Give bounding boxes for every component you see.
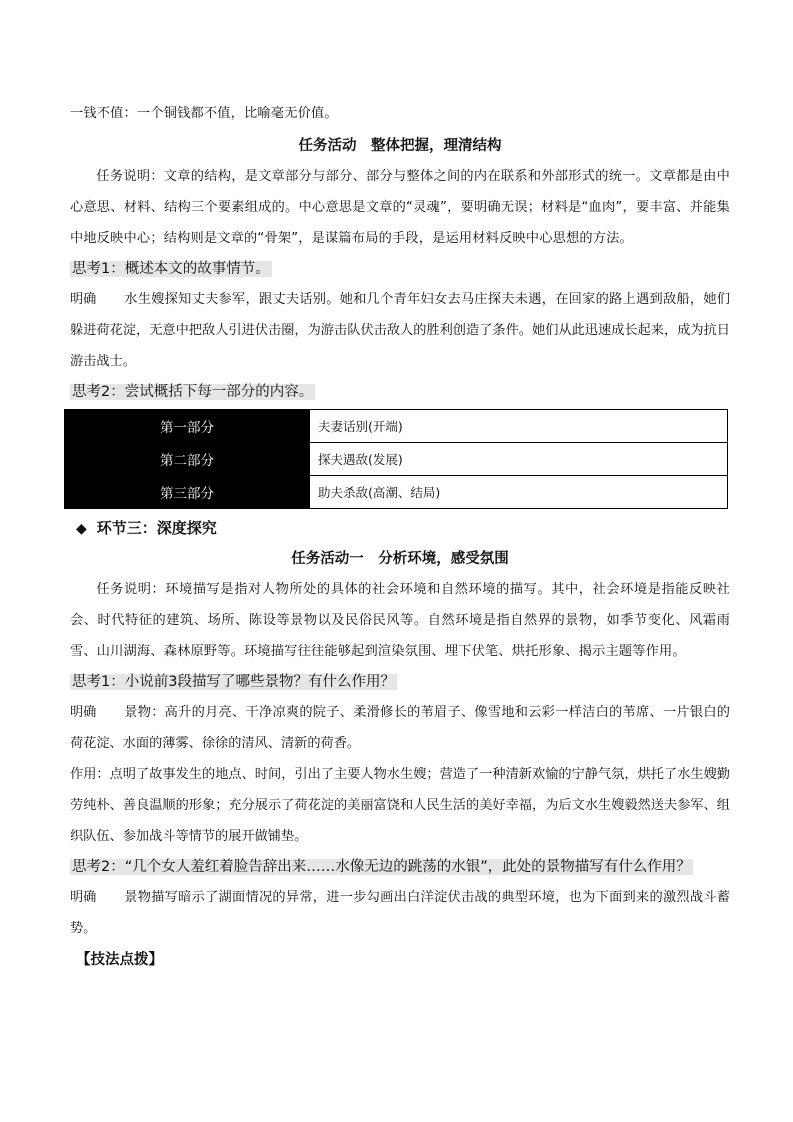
table-row xyxy=(65,476,728,509)
task-description-environment: 任务说明：环境描写是指对人物所处的具体的社会环境和自然环境的描写。其中，社会环境是指能反映社会、时代特征的建筑、场所、陈设等景物以及民俗民风等。自然环境是指自然界的景物，如季节变化、风霜雨雪、山川湖海、森林原野等。环境描写往往能够起到渲染氛围、埋下伏笔、烘托形象、揭示主题等作用。 xyxy=(70,582,730,659)
table-row xyxy=(65,443,728,476)
answer-label: 明确 xyxy=(70,890,97,905)
answer-scenery-text: 景物：高升的月亮、干净凉爽的院子、柔滑修长的苇眉子、像雪地和云彩一样洁白的苇席、一片银白的荷花淀、水面的薄雾、徐徐的清风、清新的荷香。 xyxy=(70,705,730,751)
question-scenery-text: 思考1：小说前3段描写了哪些景物？有什么作用？ xyxy=(72,674,395,690)
question-plot xyxy=(70,254,730,284)
section-heading-text: 环节三：深度探究 xyxy=(96,519,217,537)
table-part-cell: 第三部分 xyxy=(65,476,310,509)
answer-scenery xyxy=(70,697,730,759)
table-content-cell: 助夫杀敌(高潮、结局) xyxy=(310,476,728,509)
task-title-environment: 任务活动一 分析环境，感受氛围 xyxy=(291,551,509,567)
answer-scenery-effect-2 xyxy=(70,882,730,944)
answer-plot xyxy=(70,284,730,377)
question-scenery xyxy=(70,667,730,697)
question-plot-text: 思考1：概述本文的故事情节。 xyxy=(72,261,270,277)
structure-table xyxy=(64,409,728,509)
tips-heading: 【技法点拨】 xyxy=(76,952,163,968)
table-content-cell: 夫妻话别(开端) xyxy=(310,410,728,443)
document-page xyxy=(70,98,730,976)
question-parts xyxy=(70,377,730,407)
section-heading xyxy=(76,513,730,544)
task-title-structure: 任务活动 整体把握，理清结构 xyxy=(298,138,502,154)
task-description-structure: 任务说明：文章的结构，是文章部分与部分、部分与整体之间的内在联系和外部形式的统一。文章都是由中心意思、材料、结构三个要素组成的。中心意思是文章的“灵魂”，要明确无误；材料是“血肉”，要丰富、并能集中地反映中心；结构则是文章的“骨架”，是谋篇布局的手段，是运用材料反映中心思想的方法。 xyxy=(70,169,730,246)
table-row xyxy=(65,410,728,443)
answer-plot-text: 水生嫂探知丈夫参军，跟丈夫话别。她和几个青年妇女去马庄探夫未遇，在回家的路上遇到敌船，她们躲进荷花淀，无意中把敌人引进伏击圈，为游击队伏击敌人的胜利创造了条件。她们从此迅速成长起来，成为抗日游击战士。 xyxy=(70,292,730,369)
question-scenery-effect-text: 思考2：“几个女人羞红着脸告辞出来……水像无边的跳荡的水银”，此处的景物描写有什么作用？ xyxy=(72,859,691,875)
idiom-explanation: 一钱不值：一个铜钱都不值，比喻毫无价值。 xyxy=(70,106,338,121)
answer-scenery-effect: 作用：点明了故事发生的地点、时间，引出了主要人物水生嫂；营造了一种清新欢愉的宁静气氛，烘托了水生嫂勤劳纯朴、善良温顺的形象；充分展示了荷花淀的美丽富饶和人民生活的美好幸福，为后文水生嫂毅然送夫参军、组织队伍、参加战斗等情节的展开做铺垫。 xyxy=(70,767,730,844)
table-part-cell: 第二部分 xyxy=(65,443,310,476)
table-part-cell: 第一部分 xyxy=(65,410,310,443)
question-scenery-effect xyxy=(70,852,730,882)
question-parts-text: 思考2：尝试概括下每一部分的内容。 xyxy=(72,384,314,400)
answer-label: 明确 xyxy=(70,705,97,720)
answer-scenery-effect-2-text: 景物描写暗示了湖面情况的异常，进一步勾画出白洋淀伏击战的典型环境，也为下面到来的激烈战斗蓄势。 xyxy=(70,890,730,936)
diamond-bullet-icon: ◆ xyxy=(76,521,87,537)
answer-label: 明确 xyxy=(70,292,97,307)
table-content-cell: 探夫遇敌(发展) xyxy=(310,443,728,476)
